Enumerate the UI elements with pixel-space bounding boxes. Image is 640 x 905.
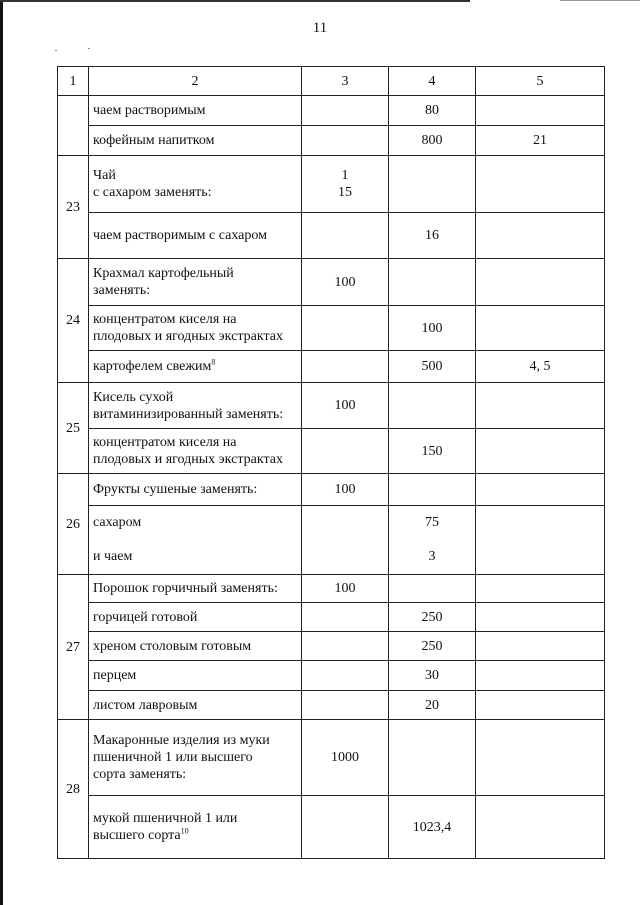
quantity-cell: 100 (302, 474, 389, 506)
note-cell (476, 691, 605, 720)
quantity-cell (302, 661, 389, 691)
row-number-cell: 23 (58, 156, 89, 259)
replacement-quantity-cell (389, 506, 476, 575)
table-row (58, 506, 605, 575)
product-cell (89, 306, 302, 351)
note-cell (476, 306, 605, 351)
replacement-quantity-cell: 250 (389, 632, 476, 661)
table-row (58, 259, 605, 306)
table-row (58, 429, 605, 474)
row-number-cell: 24 (58, 259, 89, 383)
header-cell-5: 5 (476, 67, 605, 96)
product-cell: кофейным напитком (89, 126, 302, 156)
page-edge-left (0, 0, 3, 905)
product-line: заменять: (93, 283, 151, 298)
product-line: Макаронные изделия из муки (93, 733, 270, 748)
quantity-cell (302, 632, 389, 661)
product-line: концентратом киселя на (93, 435, 237, 450)
replacement-quantity-cell: 250 (389, 603, 476, 632)
product-line: Чай (93, 168, 116, 183)
scan-speck (88, 48, 90, 49)
quantity-line: 15 (338, 185, 352, 200)
table-row (58, 351, 605, 383)
row-number-cell: 26 (58, 474, 89, 575)
quantity-cell (302, 126, 389, 156)
page-edge-top-right (560, 0, 640, 1)
table-row (58, 632, 605, 661)
table-row (58, 213, 605, 259)
product-cell: Фрукты сушеные заменять: (89, 474, 302, 506)
quantity-cell: 1000 (302, 720, 389, 796)
quantity-cell (302, 506, 389, 575)
note-cell (476, 575, 605, 603)
product-line: сорта заменять: (93, 767, 187, 782)
footnote-marker: 8 (211, 357, 216, 367)
scan-speck (55, 50, 57, 51)
table-header-row (58, 67, 605, 96)
replacement-quantity-cell (389, 259, 476, 306)
footnote-marker: 10 (180, 826, 189, 836)
quantity-cell (302, 351, 389, 383)
row-number-cell: 28 (58, 720, 89, 859)
note-cell (476, 603, 605, 632)
product-line: пшеничной 1 или высшего (93, 750, 253, 765)
table-row (58, 474, 605, 506)
product-cell: чаем растворимым (89, 96, 302, 126)
quantity-cell (302, 796, 389, 859)
replacement-quantity-cell: 30 (389, 661, 476, 691)
note-cell (476, 156, 605, 213)
quantity-cell (302, 213, 389, 259)
product-cell: чаем растворимым с сахаром (89, 213, 302, 259)
replacement-quantity-cell (389, 156, 476, 213)
quantity-cell: 100 (302, 383, 389, 429)
product-line (93, 827, 297, 844)
quantity-line: 1 (341, 168, 349, 183)
table-row (58, 306, 605, 351)
row-number-cell: 25 (58, 383, 89, 474)
replacement-quantity-cell: 1023,4 (389, 796, 476, 859)
table-row (58, 661, 605, 691)
product-line: плодовых и ягодных экстрактах (93, 452, 283, 467)
row-number-cell: 27 (58, 575, 89, 720)
table-row (58, 796, 605, 859)
replacement-quantity-cell (389, 474, 476, 506)
product-cell: перцем (89, 661, 302, 691)
product-line: Крахмал картофельный (93, 266, 234, 281)
replacement-quantity-cell: 150 (389, 429, 476, 474)
table-row (58, 575, 605, 603)
table-row (58, 96, 605, 126)
replacement-quantity-line: 3 (428, 549, 436, 564)
page-edge-top (0, 0, 470, 2)
note-cell: 4, 5 (476, 351, 605, 383)
product-cell (89, 259, 302, 306)
product-cell: Порошок горчичный заменять: (89, 575, 302, 603)
replacement-quantity-line: 75 (425, 515, 439, 530)
table-row (58, 383, 605, 429)
header-cell-3: 3 (302, 67, 389, 96)
replacement-quantity-cell: 16 (389, 213, 476, 259)
product-cell (89, 720, 302, 796)
quantity-cell (302, 603, 389, 632)
note-cell (476, 474, 605, 506)
replacement-quantity-cell: 20 (389, 691, 476, 720)
header-cell-4: 4 (389, 67, 476, 96)
product-line: концентратом киселя на (93, 312, 237, 327)
table-row (58, 720, 605, 796)
note-cell (476, 259, 605, 306)
header-cell-1: 1 (58, 67, 89, 96)
substitution-table (57, 66, 605, 859)
quantity-cell (302, 306, 389, 351)
product-line: Кисель сухой (93, 389, 174, 405)
replacement-quantity-cell (389, 383, 476, 429)
product-line: с сахаром заменять: (93, 185, 212, 200)
product-cell: горчицей готовой (89, 603, 302, 632)
replacement-quantity-cell (389, 575, 476, 603)
note-cell (476, 632, 605, 661)
note-cell (476, 213, 605, 259)
product-cell (89, 429, 302, 474)
note-cell (476, 720, 605, 796)
table-row (58, 156, 605, 213)
page-number: 11 (312, 20, 328, 36)
product-line: мукой пшеничной 1 или (93, 811, 238, 826)
note-cell (476, 383, 605, 429)
product-cell: листом лавровым (89, 691, 302, 720)
product-line: витаминизированный заменять: (93, 406, 284, 422)
product-cell (89, 506, 302, 575)
product-line: плодовых и ягодных экстрактах (93, 329, 283, 344)
row-number-cell (58, 96, 89, 156)
note-cell (476, 506, 605, 575)
quantity-cell (302, 691, 389, 720)
product-cell: хреном столовым готовым (89, 632, 302, 661)
replacement-quantity-cell: 500 (389, 351, 476, 383)
table-row (58, 603, 605, 632)
replacement-quantity-cell: 100 (389, 306, 476, 351)
table-row (58, 126, 605, 156)
note-cell (476, 661, 605, 691)
header-cell-2: 2 (89, 67, 302, 96)
product-cell (89, 383, 302, 429)
quantity-cell: 100 (302, 575, 389, 603)
product-text: картофелем свежим (93, 359, 212, 374)
product-line: сахаром (93, 515, 142, 530)
note-cell (476, 96, 605, 126)
replacement-quantity-cell (389, 720, 476, 796)
replacement-quantity-cell: 80 (389, 96, 476, 126)
quantity-cell (302, 96, 389, 126)
quantity-cell (302, 429, 389, 474)
replacement-quantity-cell: 800 (389, 126, 476, 156)
table-row (58, 691, 605, 720)
quantity-cell (302, 156, 389, 213)
quantity-cell: 100 (302, 259, 389, 306)
note-cell (476, 429, 605, 474)
product-cell (89, 351, 302, 383)
note-cell: 21 (476, 126, 605, 156)
product-cell (89, 156, 302, 213)
product-line: и чаем (93, 549, 133, 564)
product-cell (89, 796, 302, 859)
note-cell (476, 796, 605, 859)
product-text: высшего сорта (93, 828, 181, 843)
